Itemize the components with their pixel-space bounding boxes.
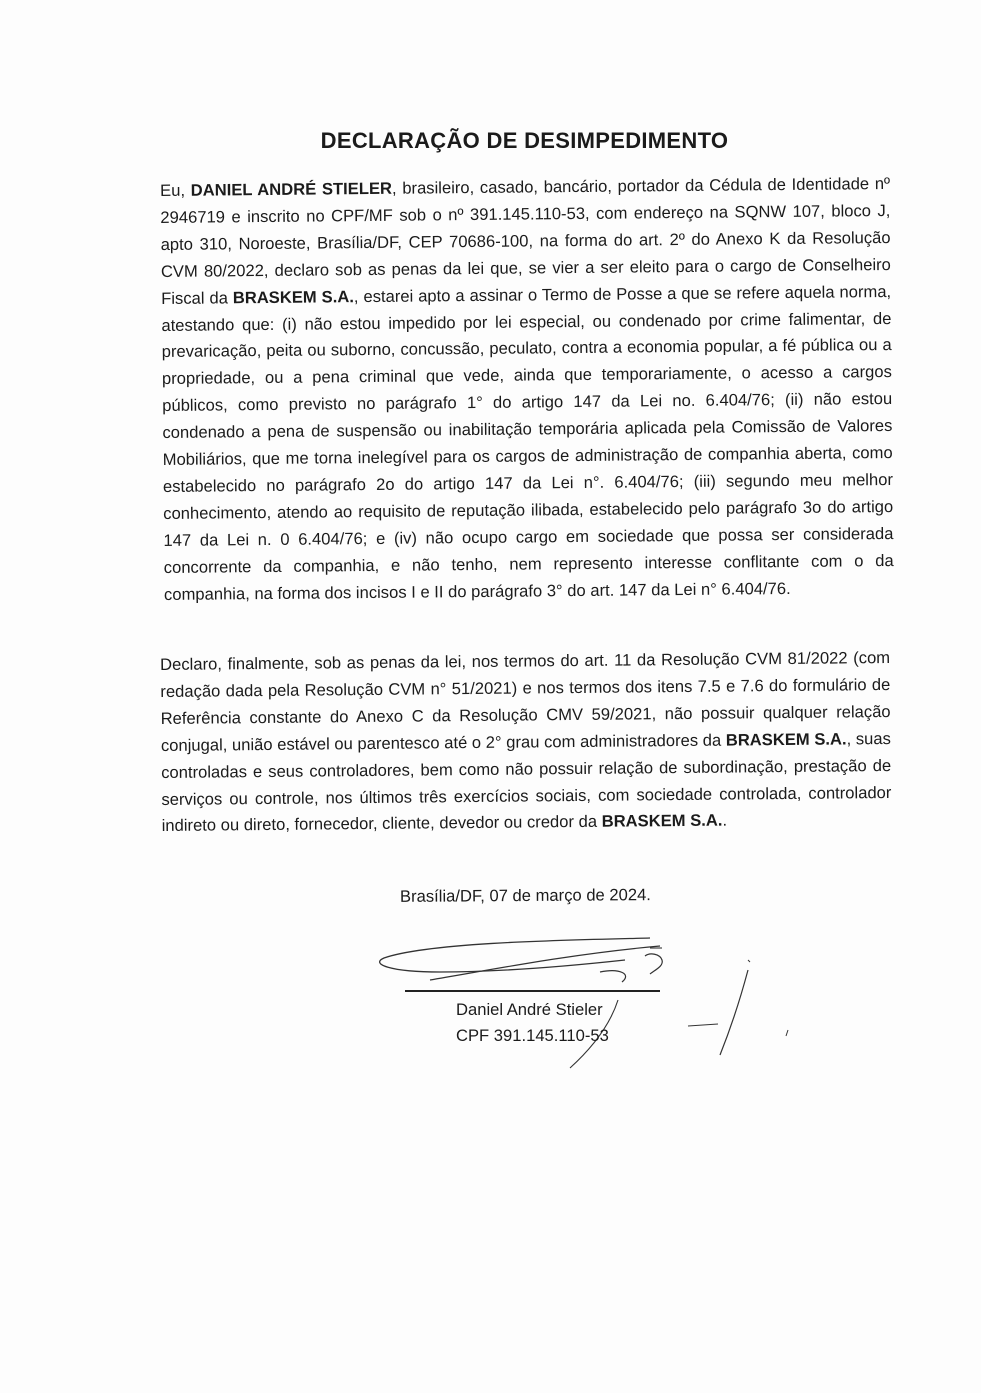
p1-text-3: , estarei apto a assinar o Termo de Posse a que se refere aquela norma, atestando que: (i) não estou impedido por lei especial, ou condenado por crime falimentar, de prevaricação, peita ou suborno, concussão, peculato, contra a economia popular, a fé pública ou a propriedade, ou a pena criminal que vede, ainda que temporariamente, o acesso a cargos públicos, como previsto no parágrafo 1° do artigo 147 da Lei no. 6.404/76; (ii) não estou condenado a pena de suspensão ou inabilitação temporária aplicada pela Comissão de Valores Mobiliários, que me torna inelegível para os cargos de administração de companhia aberta, como estabelecido no parágrafo 2o do artigo 147 da Lei n°. 6.404/76; (iii) segundo meu melhor conhecimento, atendo ao requisito de reputação ilibada, estabelecido pelo parágrafo 3o do artigo 147 da Lei n. 0 6.404/76; e (iv) não ocupo cargo em sociedade que possa ser considerada concorrente da companhia, e não tenho, nem represento interesse conflitante com o da companhia, na forma dos incisos I e II do parágrafo 3° do art. 147 da Lei n° 6.404/76. xyxy=(161,281,894,604)
company-name: BRASKEM S.A. xyxy=(232,286,354,307)
signature-line xyxy=(405,990,660,992)
company-name: BRASKEM S.A. xyxy=(725,729,847,750)
declaration-paragraph-1 xyxy=(160,171,894,608)
signatory-cpf: CPF 391.145.110-53 xyxy=(456,1026,609,1045)
document-title: DECLARAÇÃO DE DESIMPEDIMENTO xyxy=(320,128,729,153)
p2-text-2: , suas controladas e seus controladores, bem como não possuir relação de subordinação, prestação de serviços ou controle, nos últimos três exercícios sociais, com sociedade controlada, controlador indireto ou direto, fornecedor, cliente, devedor ou credor da xyxy=(161,728,892,836)
p1-text-1: Eu, xyxy=(160,180,191,200)
p1-text-2: , brasileiro, casado, bancário, portador da Cédula de Identidade nº 2946719 e inscrito no CPF/MF sob o nº 391.145.110-53, com endereço na SQNW 107, bloco J, apto 310, Noroeste, Brasília/DF, CEP 70686-100, na forma do art. 2º do Anexo K da Resolução CVM 80/2022, declaro sob as penas da lei que, se vier a ser eleito para o cargo de Conselheiro Fiscal da xyxy=(160,173,891,308)
declarant-name: DANIEL ANDRÉ STIELER xyxy=(190,178,393,200)
signatory-name: Daniel André Stieler xyxy=(456,1000,603,1019)
declaration-paragraph-2: Declaro, finalmente, sob as penas da lei, nos termos do art. 11 da Resolução CVM 81/2022 (com redação dada pela Resolução CVM n° 51/2021) e nos termos dos itens 7.5 e 7.6 do formulário de Referência constante do Anexo C da Resolução CMV 59/2021, não possuir qualquer relação conjugal, união estável ou parentesco até o 2° grau com administradores da BRASKEM S.A., suas controladas e seus controladores, bem como não possuir relação de subordinação, prestação de serviços ou controle, nos últimos três exercícios sociais, com sociedade controlada, controlador indireto ou direto, fornecedor, cliente, devedor ou credor da BRASKEM S.A.. xyxy=(160,647,892,836)
company-name: BRASKEM S.A. xyxy=(601,811,723,832)
p2-text-1: Declaro, finalmente, sob as penas da lei, nos termos do art. 11 da Resolução CVM 81/2022 (com redação dada pela Resolução CVM n° 51/2021) e nos termos dos itens 7.5 e 7.6 do formulário de Referência constante do Anexo C da Resolução CMV 59/2021, não possuir qualquer relação conjugal, união estável ou parentesco até o 2° grau com administradores da xyxy=(160,647,891,755)
place-and-date: Brasília/DF, 07 de março de 2024. xyxy=(399,885,651,906)
